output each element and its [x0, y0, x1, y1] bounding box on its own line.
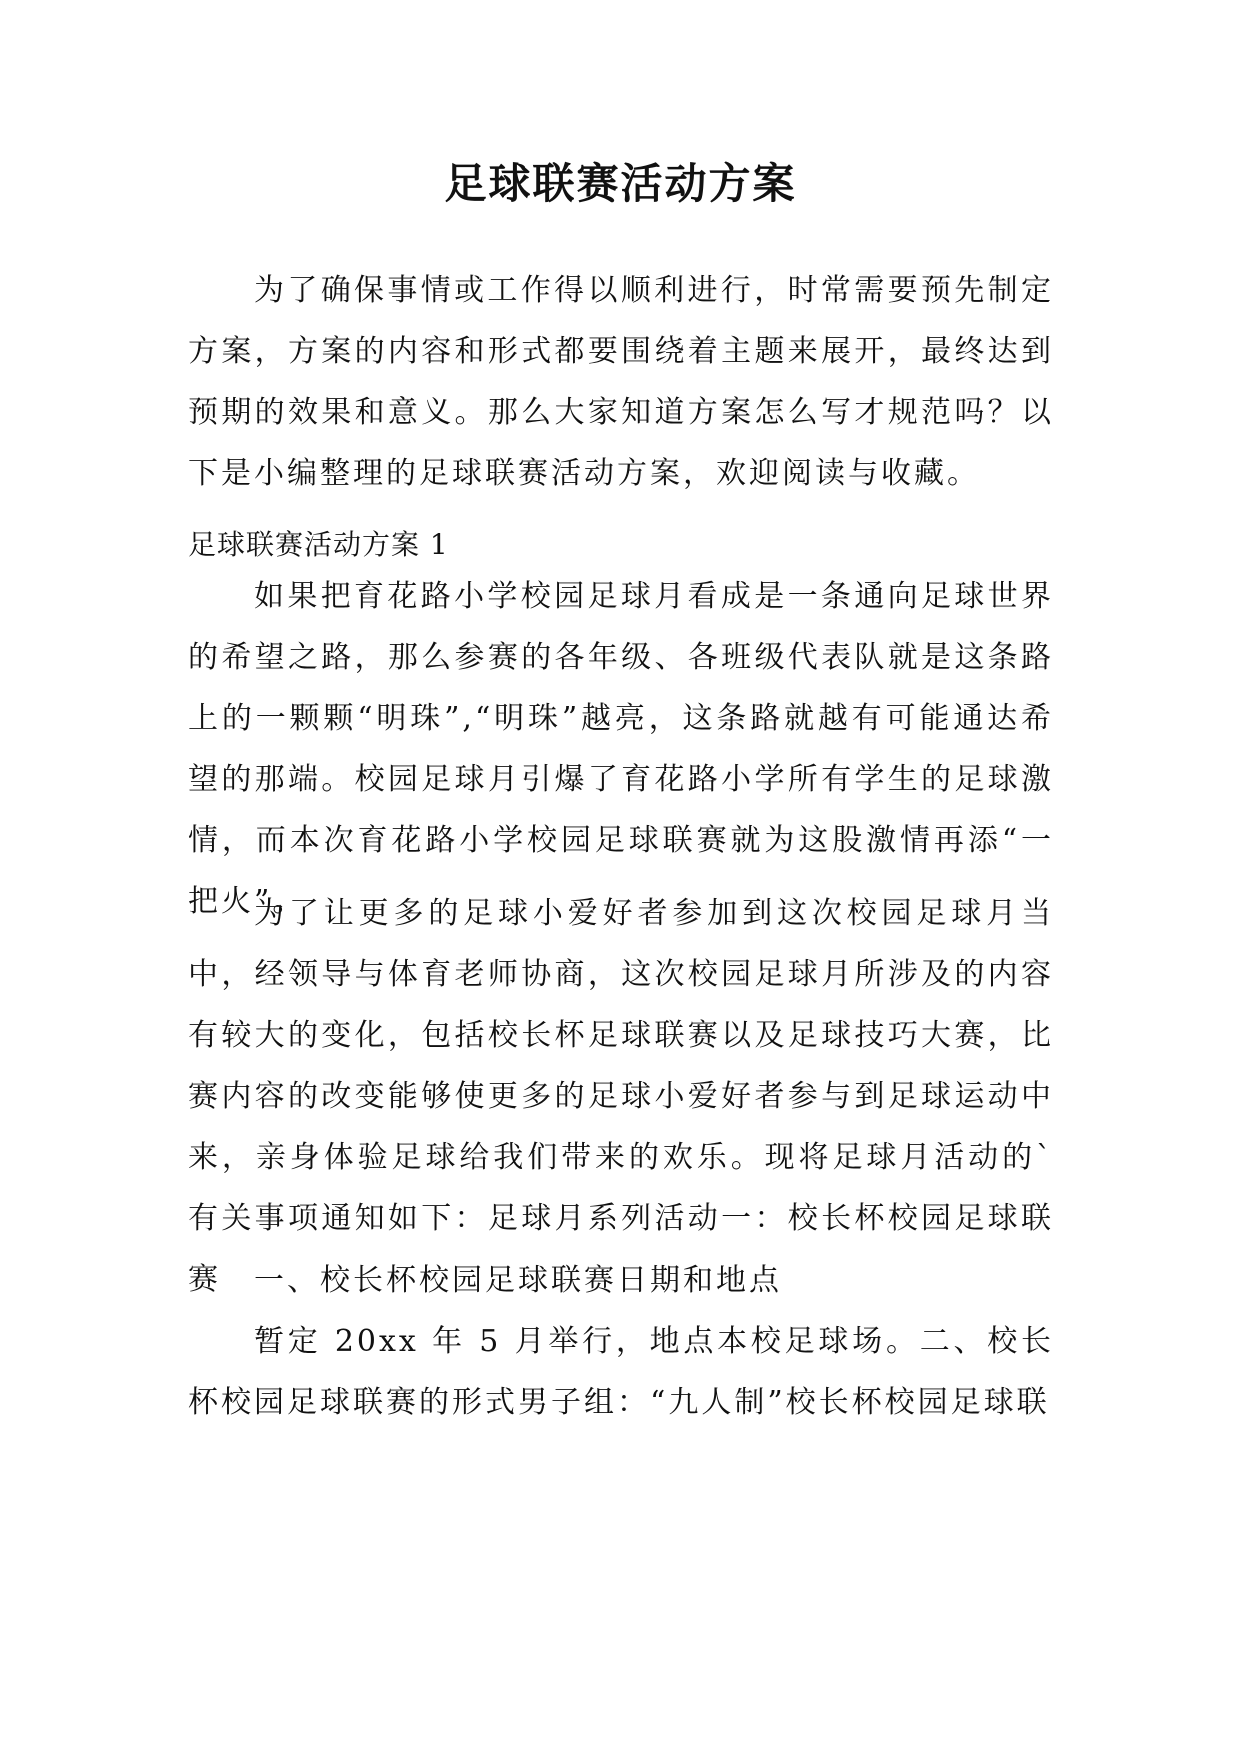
body-paragraph-1: 如果把育花路小学校园足球月看成是一条通向足球世界的希望之路，那么参赛的各年级、各班级代表队就是这条路上的一颗颗“明珠”,“明珠”越亮，这条路就越有可能通达希望的那端。校园足球月引爆了育花路小学所有学生的足球激情，而本次育花路小学校园足球联赛就为这股激情再添“一把火”。 — [188, 579, 1054, 919]
body-paragraph-2: 为了让更多的足球小爱好者参加到这次校园足球月当中，经领导与体育老师协商，这次校园足球月所涉及的内容有较大的变化，包括校长杯足球联赛以及足球技巧大赛，比赛内容的改变能够使更多的足球小爱好者参与到足球运动中来，亲身体验足球给我们带来的欢乐。现将足球月活动的`有关事项通知如下：足球月系列活动一：校长杯校园足球联赛 — [188, 896, 1054, 1297]
document-title: 足球联赛活动方案 — [444, 159, 797, 208]
section-title: 足球联赛活动方案 1 — [188, 528, 449, 561]
body-paragraph-3: 一、校长杯校园足球联赛日期和地点 — [254, 1263, 782, 1298]
body-paragraph-4: 暂定 20xx 年 5 月举行，地点本校足球场。二、校长杯校园足球联赛的形式男子组：“九人制”校长杯校园足球联 — [188, 1324, 1054, 1420]
intro-paragraph: 为了确保事情或工作得以顺利进行，时常需要预先制定方案，方案的内容和形式都要围绕着主题来展开，最终达到预期的效果和意义。那么大家知道方案怎么写才规范吗？以下是小编整理的足球联赛活动方案，欢迎阅读与收藏。 — [188, 273, 1054, 491]
